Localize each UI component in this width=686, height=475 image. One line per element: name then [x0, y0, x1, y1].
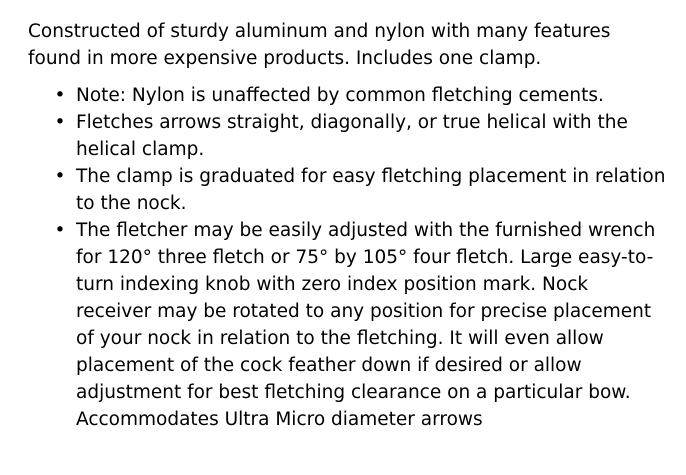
bullet-icon: •: [54, 112, 66, 133]
list-item: [28, 109, 668, 163]
list-item: [28, 82, 668, 109]
product-description: [28, 18, 668, 433]
bullet-icon: •: [54, 166, 66, 187]
list-item-text: The clamp is graduated for easy fletching placement in relation to the nock.: [76, 166, 666, 214]
intro-paragraph: Constructed of sturdy aluminum and nylon with many features found in more expensive products. Includes one clamp.: [28, 21, 611, 69]
bullet-icon: •: [54, 220, 66, 241]
list-item-text: The fletcher may be easily adjusted with the furnished wrench for 120° three fletch or 75° by 105° four fletch. Large easy-to-turn indexing knob with zero index position mark. Nock receiver may be rotated to any position for precise placement of your nock in relation to the fletching. It will even allow placement of the cock feather down if desired or allow adjustment for best fletching clearance on a particular bow. Accommodates Ultra Micro diameter arrows: [76, 220, 656, 430]
list-item: [28, 163, 668, 217]
list-item-text: Note: Nylon is unaffected by common fletching cements.: [76, 85, 604, 106]
bullet-icon: •: [54, 85, 66, 106]
list-item: [28, 217, 668, 433]
list-item-text: Fletches arrows straight, diagonally, or true helical with the helical clamp.: [76, 112, 628, 160]
feature-list: [28, 82, 668, 433]
